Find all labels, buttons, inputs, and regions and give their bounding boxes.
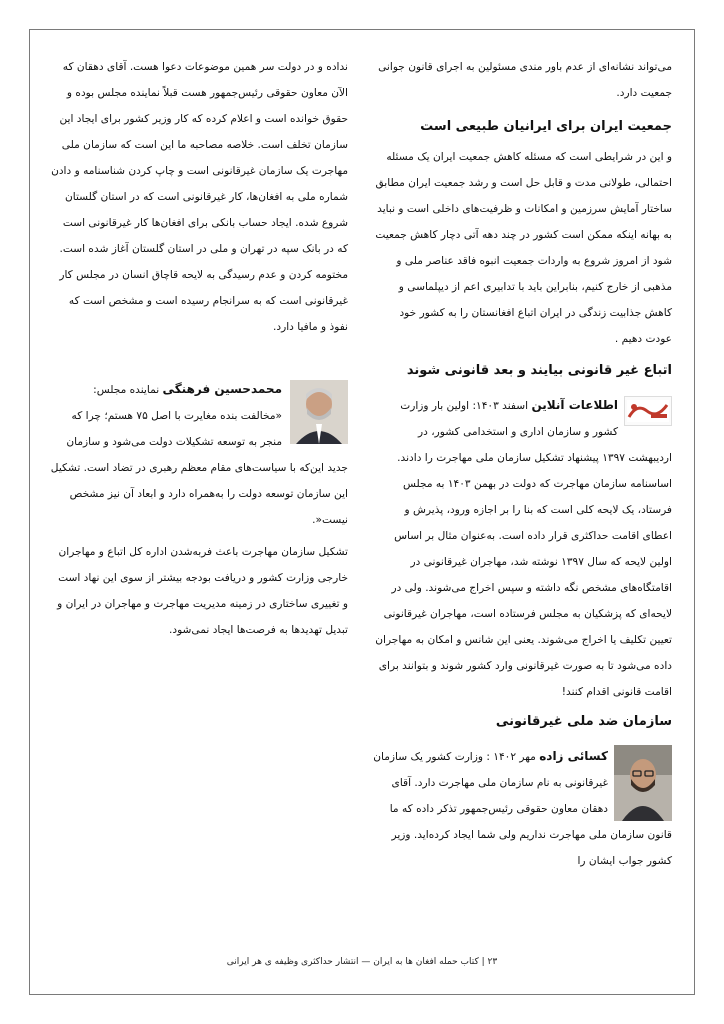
source-ettelaat: اطلاعات آنلاین	[531, 398, 618, 412]
source-ettelaat-date: اسفند ۱۴۰۳:	[469, 400, 532, 412]
source-kasaeizadeh-date: مهر ۱۴۰۲ :	[482, 751, 540, 763]
farhangi-quote: «مخالفت بنده مغایرت با اصل ۷۵ هستم؛ چرا که منجر به توسعه تشکیلات دولت می‌شود و سازمان جدید این‌که با سیاست‌های مقام معظم رهبری در تضاد است. تشکیل این سازمان توسعه دولت را به‌همراه دارد و ابعاد آن نیز مشخص نیست«.	[50, 410, 348, 526]
source-kasaeizadeh: کسائی زاده	[539, 749, 608, 763]
statute-paragraph: اساسنامه سازمان مهاجرت که دولت در بهمن ۱۴۰۳ به مجلس فرستاد، یک لایحه کلی است که بنا را بر اجازه ورود، پذیرش و اعطای اقامت حداکثری قرار داده است. به‌عنوان مثال بر اساس اولین لایحه که سال ۱۳۹۷ نوشته شد، مهاجران غیرقانونی در اقامتگاه‌های مشخص نگه داشته و سپس اخراج می‌شوند. ولی در لایحه‌ای که پزشکیان به مجلس فرستاده است، مهاجران غیرقانونی تعیین تکلیف یا اخراج می‌شوند. یعنی این شانس و امکان به مهاجران داده می‌شود تا به صورت غیرقانونی وارد کشور شوند و بتوانند برای اقامت قانونی اقدام کنند!	[375, 478, 672, 698]
heading-population: جمعیت ایران برای ایرانیان طبیعی است	[420, 119, 672, 134]
intro-paragraph: می‌تواند نشانه‌ای از عدم باور مندی مسئولین به اجرای قانون جوانی جمعیت دارد.	[378, 61, 672, 99]
kasaeizadeh-photo	[614, 745, 672, 821]
ettelaat-block	[372, 392, 672, 705]
bloating-paragraph: تشکیل سازمان مهاجرت باعث فربه‌شدن اداره کل اتباع و مهاجران خارجی وزارت کشور و دریافت بودجه بیشتر از سوی این نهاد است و تغییری ساختاری در زمینه مدیریت مهاجرت و مهاجران در ایران و تبدیل تهدیدها به فرصت‌ها ایجاد نمی‌شود.	[57, 546, 348, 636]
right-column	[372, 54, 672, 874]
page-footer: ۲۳ | کتاب حمله افغان ها به ایران — انتشار حداکثری وظیفه ی هر ایرانی	[226, 957, 498, 967]
farhangi-block	[50, 376, 348, 533]
kasaeizadeh-text: وزارت کشور یک سازمان غیرقانونی به نام سازمان ملی مهاجرت دارد. آقای دهقان معاون حقوقی رئیس‌جمهور تذکر داده که ما قانون سازمان ملی مهاجرت نداریم ولی شما ایجاد کرده‌اید. وزیر کشور جواب ایشان را	[373, 751, 672, 867]
kasaeizadeh-block	[372, 743, 672, 874]
farhangi-photo	[290, 380, 348, 444]
farhangi-role: نماینده مجلس:	[93, 384, 163, 396]
population-paragraph: و این در شرایطی است که مسئله کاهش جمعیت ایران یک مسئله احتمالی، طولانی مدت و قابل حل است و رشد جمعیت ایران مطابق ساختار آمایش سرزمین و امکانات و ظرفیت‌های داخلی است و نباید به بهانه اینکه ممکن است کشور در چند دهه آتی دچار کاهش جمعیت شود از امروز شروع به واردات جمعیت انبوه فاقد عناصر ملی و مذهبی از خارج کنیم، بنابراین باید با تدابیری اعم از دیپلماسی و کاهش جذابیت زندگی در ایران اتباع افغانستان را به کشور خود عودت دهیم .	[375, 151, 672, 345]
ettelaat-text: اولین بار وزارت کشور و سازمان اداری و استخدامی کشور، در اردیبهشت ۱۳۹۷ پیشنهاد تشکیل سازمان ملی مهاجرت را دادند.	[397, 400, 672, 464]
left-column	[50, 54, 348, 643]
dehghan-paragraph: نداده و در دولت سر همین موضوعات دعوا هست. آقای دهقان که الآن معاون حقوقی رئیس‌جمهور هست قبلاً نماینده مجلس بوده و حقوق خوانده است و اعلام کرده که کار وزیر کشور برای ایجاد این سازمان تخلف است. خلاصه مصاحبه ما این است که سازمان ملی مهاجرت یک سازمان غیرقانونی است و چاپ کردن شناسنامه و دادن شماره ملی به افغان‌ها، کار غیرقانونی است که در استان گلستان شروع شده. ایجاد حساب بانکی برای افغان‌ها کار غیرقانونی است که در بانک سپه در تهران و ملی در استان گلستان آغاز شده است. مختومه کردن و عدم رسیدگی به لایحه قاچاق انسان در مجلس کار غیرقانونی است که به سرانجام رسیده است و مشخص است که نفوذ و مافیا دارد.	[51, 61, 348, 333]
farhangi-name: محمدحسین فرهنگی	[162, 382, 282, 396]
ettelaat-online-logo	[624, 396, 672, 426]
heading-anti-national-org: سازمان ضد ملی غیرقانونی	[495, 714, 672, 729]
heading-illegal-nationals: اتباع غیر قانونی بیایند و بعد قانونی شوند	[406, 363, 672, 378]
